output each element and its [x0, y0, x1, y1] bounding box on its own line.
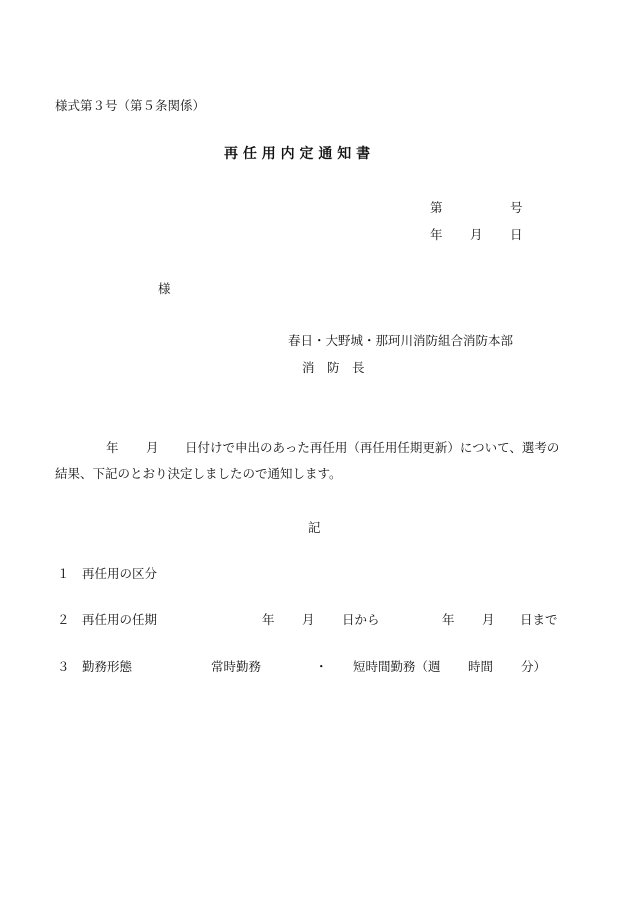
- form-label: 様式第３号（第５条関係）: [55, 98, 206, 113]
- item-2-from-month: 月: [302, 612, 315, 627]
- document-title: 再 任 用 内 定 通 知 書: [224, 146, 371, 162]
- item-2-to-month: 月: [482, 612, 495, 627]
- item-3-label: 勤務形態: [82, 659, 133, 674]
- item-2-label: 再任用の任期: [82, 612, 158, 627]
- item-3-minutes: 分）: [521, 659, 547, 674]
- item-2-from-day: 日から: [342, 612, 380, 627]
- body-month: 月: [146, 440, 159, 455]
- item-2-number: ２: [57, 612, 70, 627]
- item-3-separator: ・: [315, 659, 328, 674]
- sender-organization: 春日・大野城・那珂川消防組合消防本部: [288, 333, 514, 348]
- body-line1-text: 日付けで申出のあった再任用（再任用任期更新）について、選考の: [185, 440, 560, 455]
- number-dai: 第: [430, 200, 443, 215]
- sender-position: 消 防 長: [302, 360, 365, 375]
- item-3-hours: 時間: [468, 659, 494, 674]
- number-go: 号: [510, 200, 523, 215]
- item-1-number: １: [57, 566, 70, 581]
- date-month: 月: [470, 227, 483, 242]
- ki-heading: 記: [308, 520, 321, 535]
- item-2-from-year: 年: [262, 612, 275, 627]
- item-2-to-day: 日まで: [520, 612, 558, 627]
- item-1-label: 再任用の区分: [82, 566, 158, 581]
- item-3-option-parttime: 短時間勤務（週: [353, 659, 441, 674]
- item-3-option-fulltime: 常時勤務: [211, 659, 262, 674]
- item-3-number: ３: [57, 659, 70, 674]
- body-year: 年: [106, 440, 119, 455]
- body-line2-text: 結果、下記のとおり決定しましたので通知します。: [55, 466, 342, 481]
- addressee-suffix: 様: [158, 281, 171, 296]
- date-day: 日: [510, 227, 523, 242]
- date-year: 年: [430, 227, 443, 242]
- item-2-to-year: 年: [442, 612, 455, 627]
